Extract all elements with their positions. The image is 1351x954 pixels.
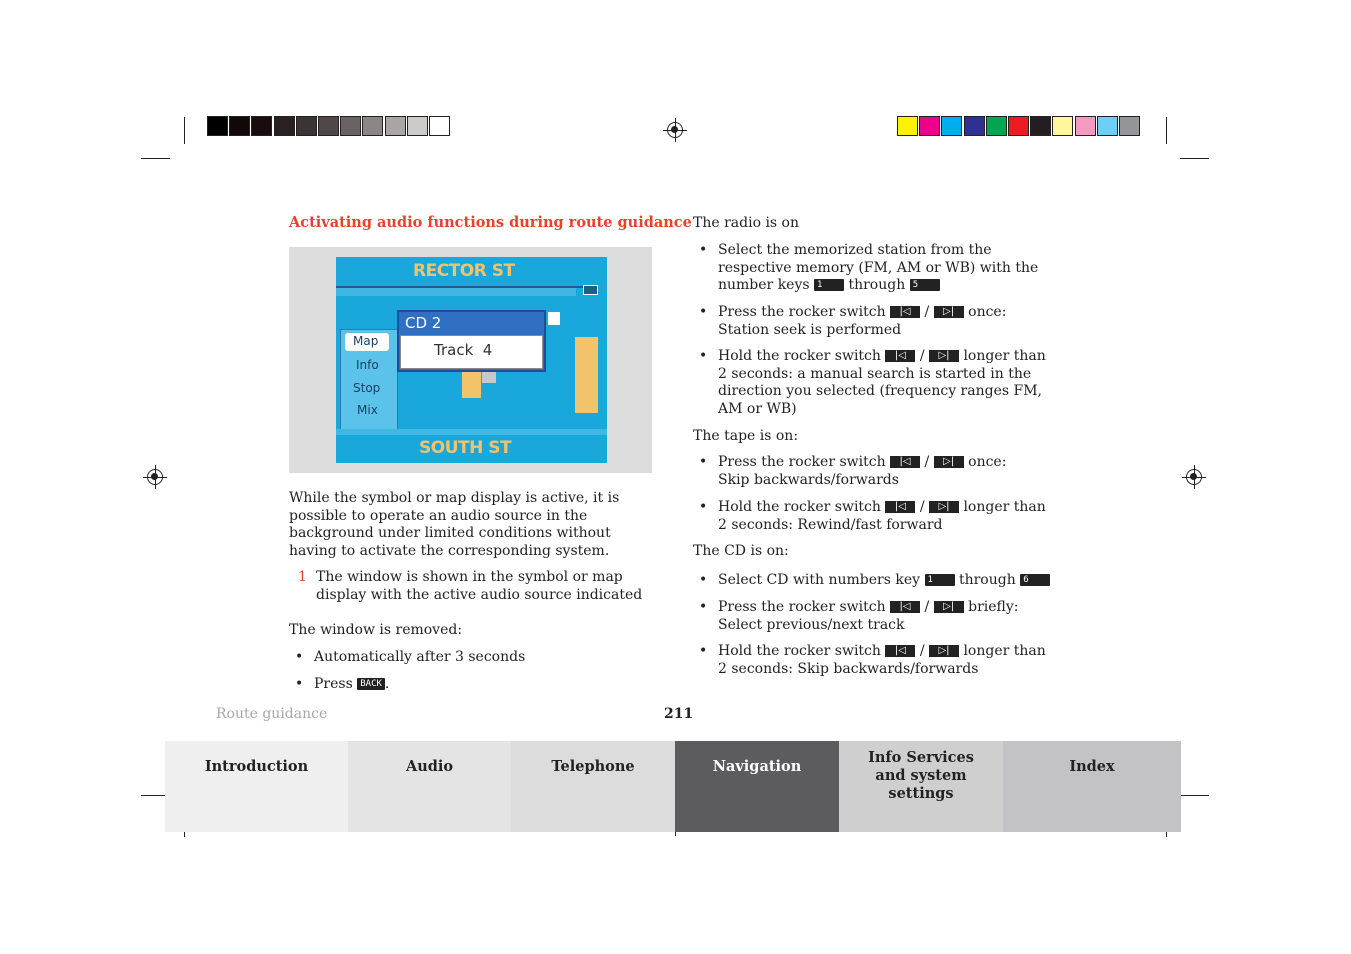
popup-track: Track 4 <box>434 341 493 359</box>
footer-section-label: Route guidance <box>216 706 328 722</box>
color-swatch <box>941 116 962 136</box>
gray-swatch <box>362 116 383 136</box>
color-swatch <box>1119 116 1140 136</box>
section-heading: Activating audio functions during route guidance <box>289 214 692 231</box>
map-building-small <box>482 372 496 383</box>
top-street-label: RECTOR ST <box>413 261 515 281</box>
radio-heading: The radio is on <box>693 215 800 231</box>
color-swatch <box>1097 116 1118 136</box>
map-road <box>336 429 607 435</box>
rocker-left-icon: |◁ <box>885 350 915 362</box>
gray-swatch <box>318 116 339 136</box>
number-key-5-icon: 5 <box>910 279 940 291</box>
intro-paragraph: While the symbol or map display is active, it is possible to operate an audio source in the background under limited conditions without having to activate the corresponding system. <box>289 490 620 559</box>
page-number: 211 <box>664 706 694 722</box>
navigation-screen-image <box>336 257 607 463</box>
color-swatch <box>919 116 940 136</box>
gray-swatch <box>207 116 228 136</box>
tab-navigation[interactable]: Navigation <box>675 741 839 832</box>
removed-heading: The window is removed: <box>289 622 463 638</box>
rocker-right-icon: ▷| <box>934 306 964 318</box>
gray-swatch <box>340 116 361 136</box>
rocker-right-icon: ▷| <box>929 501 959 513</box>
gray-swatch <box>229 116 250 136</box>
color-swatch <box>986 116 1007 136</box>
map-route-block <box>336 288 576 296</box>
rocker-left-icon: |◁ <box>890 456 920 468</box>
tab-telephone[interactable]: Telephone <box>511 741 675 832</box>
tab-info-services[interactable]: Info Services and system settings <box>839 741 1003 832</box>
color-swatch <box>897 116 918 136</box>
rocker-right-icon: ▷| <box>929 350 959 362</box>
signal-icon <box>583 285 598 295</box>
gray-swatch <box>385 116 406 136</box>
color-swatch <box>1075 116 1096 136</box>
bottom-street-label: SOUTH ST <box>419 438 512 458</box>
tape-heading: The tape is on: <box>693 428 799 444</box>
rocker-right-icon: ▷| <box>934 456 964 468</box>
menu-item-info-label: Info <box>356 358 379 372</box>
tab-audio[interactable]: Audio <box>348 741 511 832</box>
registration-mark-left <box>147 469 163 485</box>
number-key-1-icon: 1 <box>814 279 844 291</box>
gray-swatch <box>429 116 450 136</box>
registration-mark-right <box>1186 469 1202 485</box>
registration-mark-top <box>667 122 683 138</box>
back-key-icon: BACK <box>357 678 385 690</box>
number-key-6-icon: 6 <box>1020 574 1050 586</box>
map-building <box>462 372 481 398</box>
rocker-right-icon: ▷| <box>929 645 959 657</box>
popup-title: CD 2 <box>405 314 442 332</box>
color-swatch <box>1008 116 1029 136</box>
note-number: 1 <box>298 569 307 585</box>
map-building-right <box>575 337 598 413</box>
rocker-left-icon: |◁ <box>885 645 915 657</box>
menu-item-map-label: Map <box>353 334 379 348</box>
rocker-left-icon: |◁ <box>890 306 920 318</box>
tab-introduction[interactable]: Introduction <box>165 741 348 832</box>
rocker-left-icon: |◁ <box>885 501 915 513</box>
tab-index[interactable]: Index <box>1003 741 1181 832</box>
rocker-right-icon: ▷| <box>934 601 964 613</box>
menu-item-stop-label: Stop <box>353 381 381 395</box>
menu-item-mix-label: Mix <box>357 403 378 417</box>
color-swatch <box>964 116 985 136</box>
cd-heading: The CD is on: <box>693 543 789 559</box>
gray-swatch <box>251 116 272 136</box>
color-swatch <box>1052 116 1073 136</box>
gray-swatch <box>407 116 428 136</box>
gray-swatch <box>296 116 317 136</box>
color-swatch <box>1030 116 1051 136</box>
rocker-left-icon: |◁ <box>890 601 920 613</box>
gray-swatch <box>274 116 295 136</box>
number-key-1-icon: 1 <box>925 574 955 586</box>
note-text: The window is shown in the symbol or map display with the active audio source indicated <box>316 569 643 603</box>
callout-square <box>548 312 560 325</box>
